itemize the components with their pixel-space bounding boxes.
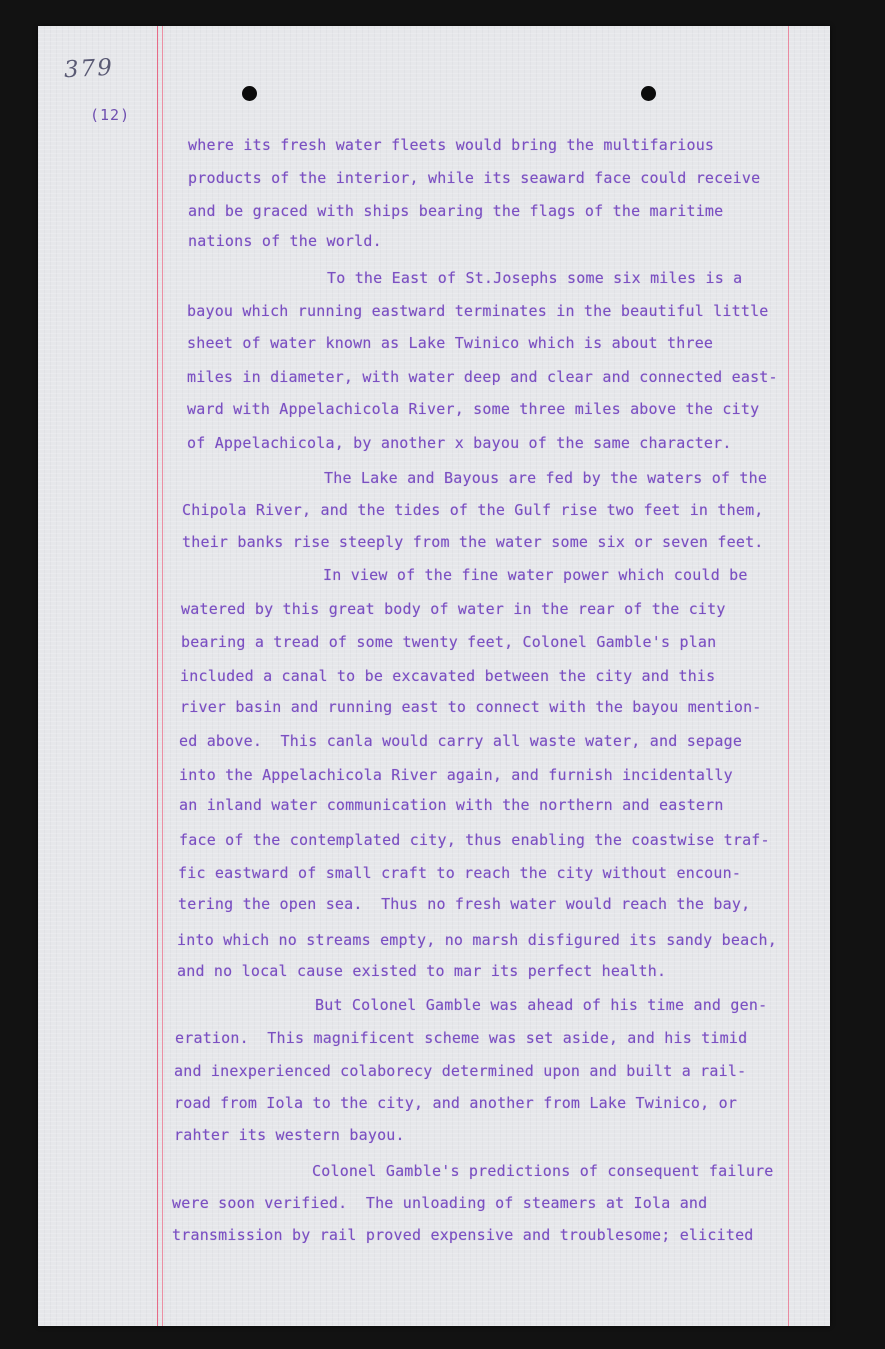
text-line: where its fresh water fleets would bring the multifarious [188, 136, 715, 154]
handwritten-folio-number: 379 [63, 54, 115, 84]
text-line: ed above. This canla would carry all waste water, and sepage [179, 732, 743, 750]
text-line: river basin and running east to connect with the bayou mention- [180, 698, 762, 716]
text-line: Colonel Gamble's predictions of consequent failure [312, 1162, 774, 1180]
text-line: The Lake and Bayous are fed by the waters of the [324, 469, 768, 487]
text-line: bayou which running eastward terminates in the beautiful little [187, 302, 769, 320]
text-line: Chipola River, and the tides of the Gulf rise two feet in them, [182, 501, 764, 519]
left-margin-rule-inner [162, 26, 163, 1326]
text-line: transmission by rail proved expensive and troublesome; elicited [172, 1226, 754, 1244]
punch-hole-right [641, 86, 656, 101]
text-line: and no local cause existed to mar its perfect health. [177, 962, 667, 980]
text-line: into the Appelachicola River again, and furnish incidentally [179, 766, 733, 784]
text-line: of Appelachicola, by another x bayou of the same character. [187, 434, 732, 452]
text-line: fic eastward of small craft to reach the city without encoun- [178, 864, 742, 882]
text-line: nations of the world. [188, 232, 382, 250]
text-line: their banks rise steeply from the water some six or seven feet. [182, 533, 764, 551]
typed-page [38, 26, 830, 1326]
text-line: included a canal to be excavated between the city and this [180, 667, 716, 685]
text-line: an inland water communication with the northern and eastern [179, 796, 724, 814]
text-line: bearing a tread of some twenty feet, Colonel Gamble's plan [181, 633, 717, 651]
text-line: into which no streams empty, no marsh disfigured its sandy beach, [177, 931, 777, 949]
text-line: products of the interior, while its seaward face could receive [188, 169, 761, 187]
right-margin-rule [788, 26, 789, 1326]
text-line: tering the open sea. Thus no fresh water would reach the bay, [178, 895, 751, 913]
text-line: To the East of St.Josephs some six miles is a [327, 269, 743, 287]
page-number: (12) [90, 106, 131, 124]
text-line: rahter its western bayou. [174, 1126, 405, 1144]
punch-hole-left [242, 86, 257, 101]
text-line: ward with Appelachicola River, some three miles above the city [187, 400, 760, 418]
text-line: watered by this great body of water in the rear of the city [181, 600, 726, 618]
text-line: miles in diameter, with water deep and clear and connected east- [187, 368, 778, 386]
text-line: and inexperienced colaborecy determined upon and built a rail- [174, 1062, 747, 1080]
text-line: road from Iola to the city, and another from Lake Twinico, or [174, 1094, 738, 1112]
left-margin-rule [157, 26, 158, 1326]
text-line: But Colonel Gamble was ahead of his time and gen- [315, 996, 768, 1014]
text-line: eration. This magnificent scheme was set aside, and his timid [175, 1029, 748, 1047]
text-line: were soon verified. The unloading of steamers at Iola and [172, 1194, 708, 1212]
text-line: and be graced with ships bearing the flags of the maritime [188, 202, 724, 220]
text-line: face of the contemplated city, thus enabling the coastwise traf- [179, 831, 770, 849]
text-line: sheet of water known as Lake Twinico which is about three [187, 334, 714, 352]
text-line: In view of the fine water power which could be [323, 566, 748, 584]
